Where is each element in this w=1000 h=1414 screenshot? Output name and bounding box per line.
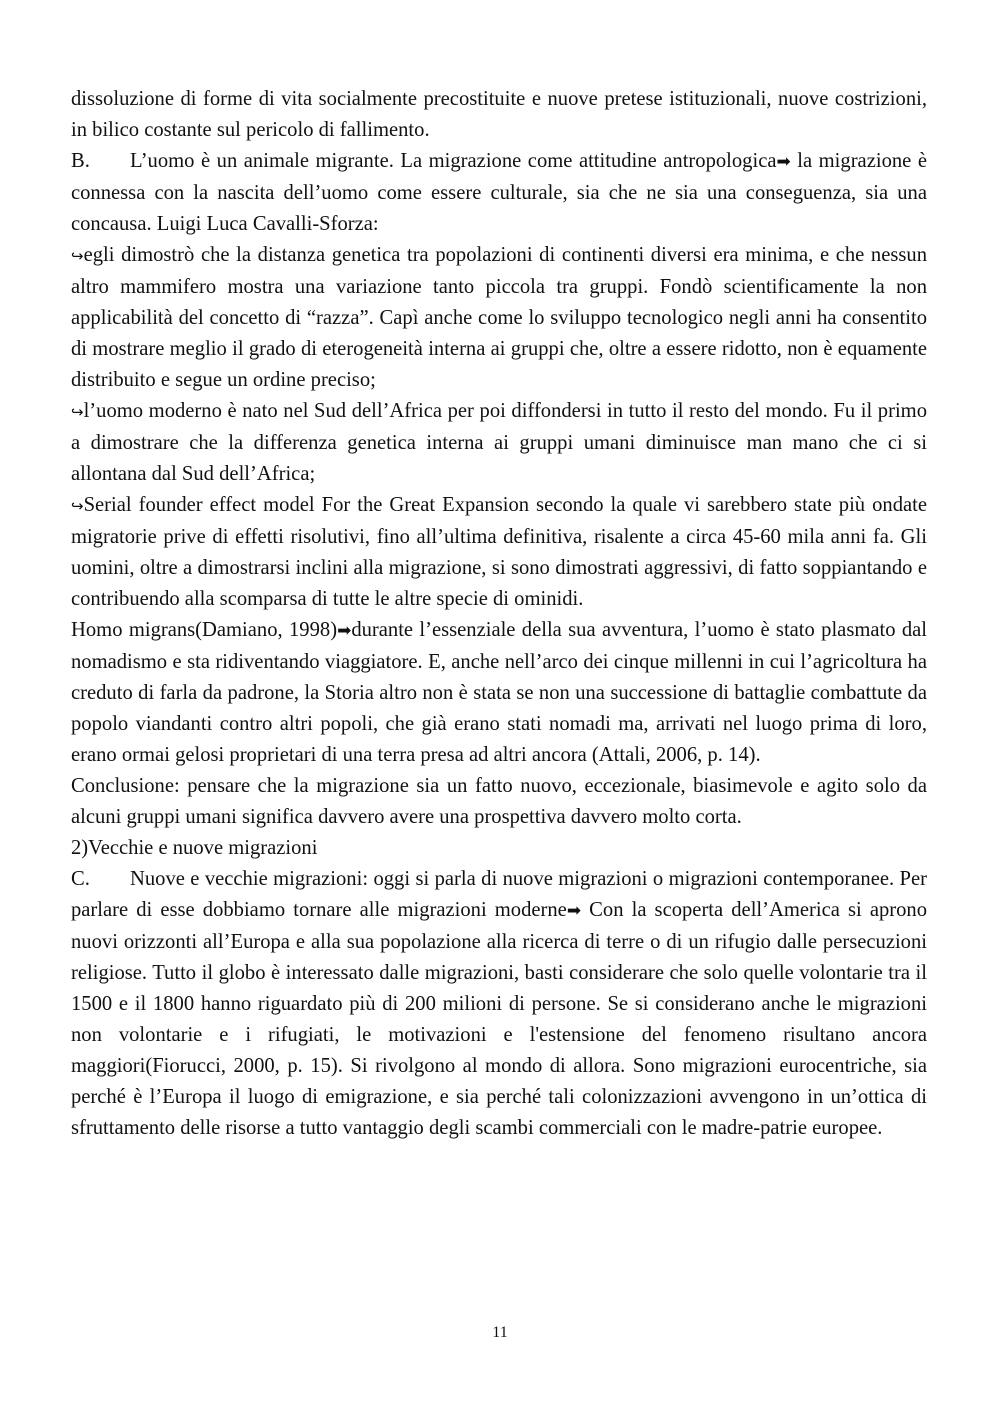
hook-arrow-icon: ↪ (71, 403, 84, 421)
paragraph-text: la migrazione è connessa con la nascita dell’uomo come essere culturale, sia che ne sia una conseguenza, sia una concausa. Luigi Luca Cavalli-Sforza: (71, 150, 927, 235)
paragraph-text: Serial founder effect model For the Great Expansion secondo la quale vi sarebbero state più ondate migratorie prive di effetti risolutivi, fino all’ultima definitiva, risalente a circa 45-60 mila anni fa. Gli uomini, oltre a dimostrarsi inclini alla migrazione, si sono dimostrati aggressivi, di fatto soppiantando e contribuendo alla scomparsa di tutte le altre specie di ominidi. (71, 494, 927, 610)
hook-arrow-icon: ↪ (71, 497, 84, 515)
right-arrow-icon: ➡ (337, 621, 352, 641)
heading-text: 2)Vecchie e nuove migrazioni (71, 837, 318, 859)
right-arrow-icon: ➡ (776, 152, 791, 172)
paragraph-text: Con la scoperta dell’America si aprono nuovi orizzonti all’Europa e alla sua popolazione alla ricerca di terre o di un rifugio dalle persecuzioni religiose. Tutto il globo è interessato dalle migrazioni, basti considerare che solo quelle volontarie tra il 1500 e il 1800 hanno riguardato più di 200 milioni di persone. Se si considerano anche le migrazioni non volontarie e i rifugiati, le motivazioni e l'estensione del fenomeno risultano ancora maggiori(Fiorucci, 2000, p. 15). Si rivolgono al mondo di allora. Sono migrazioni eurocentriche, sia perché è l’Europa il luogo di emigrazione, e sia perché tali colonizzazioni avvengono in un’ottica di sfruttamento delle risorse a tutto vantaggio degli scambi commerciali con le madre-patrie europee. (71, 899, 928, 1139)
bullet-serial-founder (71, 490, 927, 615)
paragraph-text: dissoluzione di forme di vita socialmente precostituite e nuove pretese istituzionali, nuove costrizioni, in bilico costante sul pericolo di fallimento. (71, 88, 927, 141)
paragraph-conclusion (71, 771, 927, 833)
paragraph-homo-migrans (71, 615, 927, 771)
paragraph-text: Homo migrans(Damiano, 1998) (71, 619, 338, 641)
bullet-genetic-distance (71, 240, 927, 396)
section-marker-c: C. (71, 868, 90, 890)
right-arrow-icon: ➡ (566, 901, 582, 921)
paragraph-text: Nuove e vecchie migrazioni: oggi si parla di nuove migrazioni o migrazioni contemporanee. Per parlare di esse dobbiamo tornare alle migrazioni moderne (71, 868, 927, 921)
paragraph-text: egli dimostrò che la distanza genetica tra popolazioni di continenti diversi era minima, e che nessun altro mammifero mostra una variazione tanto piccola tra gruppi. Fondò scientificamente la non applicabilità del concetto di “razza”. Capì anche come lo sviluppo tecnologico negli anni ha consentito di mostrare meglio il grado di eterogeneità interna ai gruppi che, oltre a essere ridotto, non è equamente distribuito e segue un ordine preciso; (71, 244, 927, 391)
paragraph-text: l’uomo moderno è nato nel Sud dell’Africa per poi diffondersi in tutto il resto del mondo. Fu il primo a dimostrare che la differenza genetica interna ai gruppi umani diminuisce man mano che ci si allontana dal Sud dell’Africa; (71, 400, 927, 485)
paragraph-intro (71, 84, 927, 146)
section-marker-b: B. (71, 150, 90, 172)
paragraph-text: Conclusione: pensare che la migrazione sia un fatto nuovo, eccezionale, biasimevole e agito solo da alcuni gruppi umani significa davvero avere una prospettiva davvero molto corta. (71, 775, 927, 828)
document-body (71, 84, 927, 1144)
page-number: 11 (492, 1324, 508, 1341)
bullet-modern-man (71, 396, 927, 490)
paragraph-text: durante l’essenziale della sua avventura, l’uomo è stato plasmato dal nomadismo e sta ridiventando viaggiatore. E, anche nell’arco dei cinque millenni in cui l’agricoltura ha creduto di farla da padrone, la Storia altro non è stata se non una successione di battaglie combattute da popolo viandanti contro altri popoli, che già erano stati nomadi ma, arrivati nel luogo prima di loro, erano ormai gelosi proprietari di una terra presa ad altri ancora (Attali, 2006, p. 14). (71, 619, 928, 766)
section-heading (71, 833, 927, 864)
paragraph-section-c (71, 864, 927, 1144)
hook-arrow-icon: ↪ (71, 247, 84, 265)
paragraph-section-b (71, 146, 927, 240)
paragraph-text: L’uomo è un animale migrante. La migrazione come attitudine antropologica (130, 150, 777, 172)
